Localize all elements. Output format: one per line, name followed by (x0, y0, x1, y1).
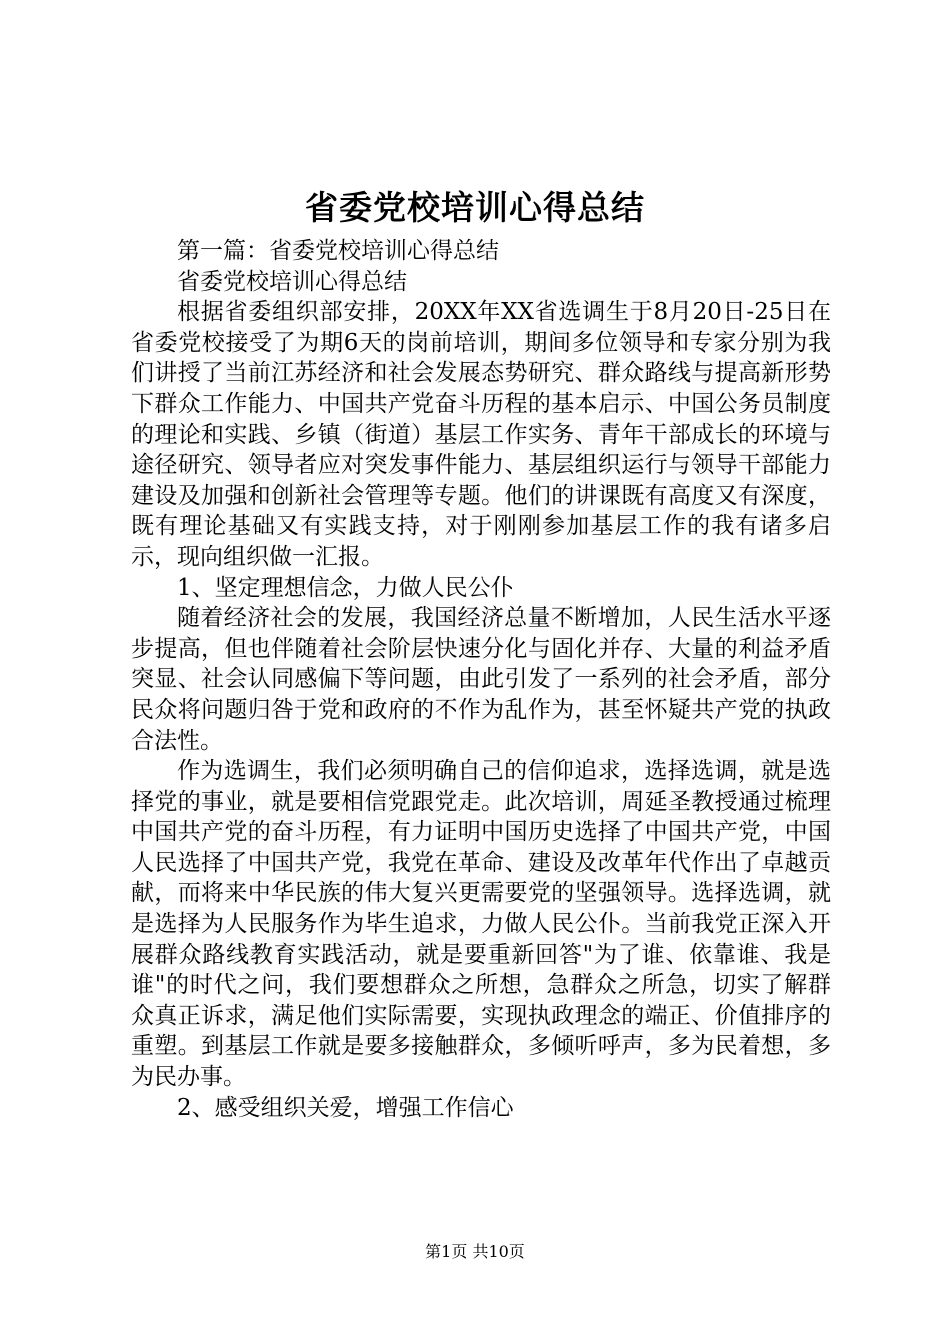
document-body (131, 236, 831, 1123)
chapter-heading: 第一篇：省委党校培训心得总结 (177, 238, 499, 264)
body-paragraph-intro: 根据省委组织部安排，20XX年XX省选调生于8月20日-25日在省委党校接受了为期6天的岗前培训，期间多位领导和专家分别为我们讲授了当前江苏经济和社会发展态势研究、群众路线与提高新形势下群众工作能力、中国共产党奋斗历程的基本启示、中国公务员制度的理论和实践、乡镇（街道）基层工作实务、青年干部成长的环境与途径研究、领导者应对突发事件能力、基层组织运行与领导干部能力建设及加强和创新社会管理等专题。他们的讲课既有高度又有深度，既有理论基础又有实践支持，对于刚刚参加基层工作的我有诸多启示，现向组织做一汇报。 (131, 299, 831, 570)
section-title: 省委党校培训心得总结 (177, 268, 407, 295)
document-title: 省委党校培训心得总结 (305, 188, 645, 227)
section-heading-1: 1、坚定理想信念，力做人民公仆 (177, 574, 514, 601)
page-number: 第1页 共10页 (425, 1242, 525, 1261)
section-heading-2: 2、感受组织关爱，增强工作信心 (177, 1094, 514, 1121)
body-paragraph-1: 随着经济社会的发展，我国经济总量不断增加，人民生活水平逐步提高，但也伴随着社会阶层快速分化与固化并存、大量的利益矛盾突显、社会认同感偏下等问题，由此引发了一系列的社会矛盾，部分民众将问题归咎于党和政府的不作为乱作为，甚至怀疑共产党的执政合法性。 (131, 605, 831, 754)
body-paragraph-2: 作为选调生，我们必须明确自己的信仰追求，选择选调，就是选择党的事业，就是要相信党跟党走。此次培训，周延圣教授通过梳理中国共产党的奋斗历程，有力证明中国历史选择了中国共产党，中国人民选择了中国共产党，我党在革命、建设及改革年代作出了卓越贡献，而将来中华民族的伟大复兴更需要党的坚强领导。选择选调，就是选择为人民服务作为毕生追求，力做人民公仆。当前我党正深入开展群众路线教育实践活动，就是要重新回答"为了谁、依靠谁、我是谁"的时代之问，我们要想群众之所想，急群众之所急，切实了解群众真正诉求，满足他们实际需要，实现执政理念的端正、价值排序的重塑。到基层工作就是要多接触群众，多倾听呼声，多为民着想，多为民办事。 (131, 758, 831, 1091)
